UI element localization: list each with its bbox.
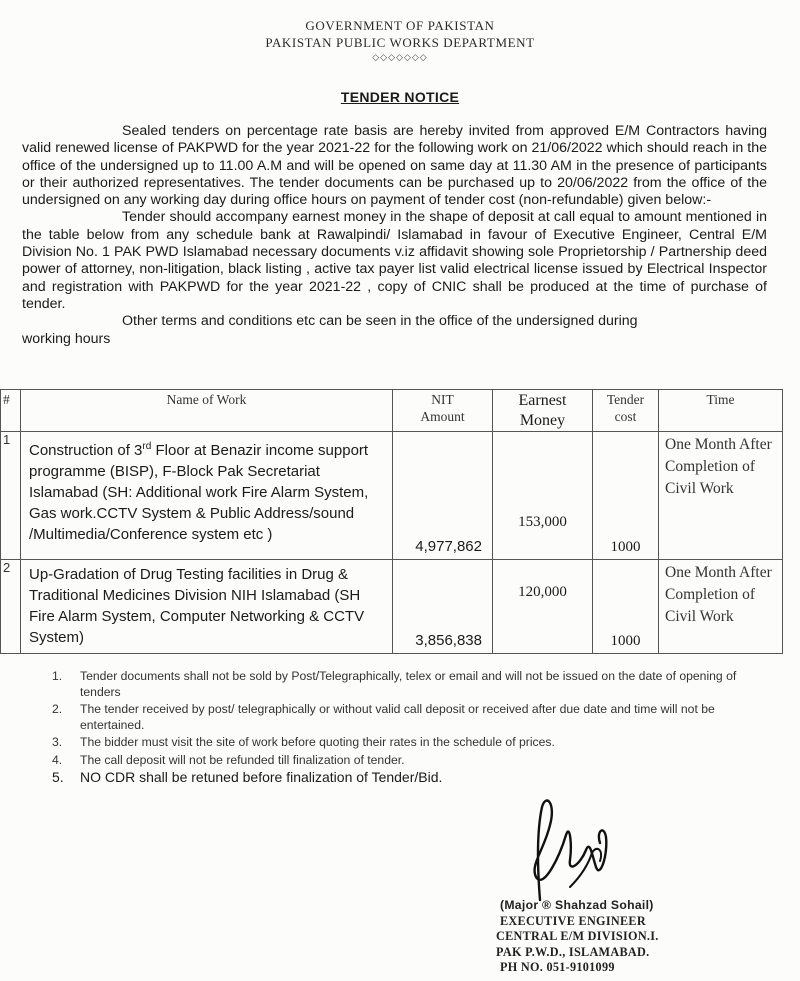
signatory-office: PAK P.W.D., ISLAMABAD. [496, 944, 650, 959]
header-name-of-work: Name of Work [21, 390, 393, 432]
list-item [52, 753, 774, 769]
note-text: The call deposit will not be refunded till finalization of tender. [80, 752, 405, 767]
list-item [52, 735, 774, 751]
decorative-ornament: ◇◇◇◇◇◇◇ [372, 52, 428, 62]
notes-list [52, 669, 774, 788]
signatory-designation: EXECUTIVE ENGINEER [500, 913, 646, 928]
header-cost-line2: cost [614, 409, 637, 424]
row-earnest-money [493, 560, 593, 654]
note-text: The bidder must visit the site of work before quoting their rates in the schedule of prices. [80, 735, 555, 749]
row-sno: 2 [1, 560, 21, 654]
header-tender-cost [593, 390, 659, 432]
note-text: The tender received by post/ telegraphically or without valid call deposit or received after due date and time will not be entertained. [80, 702, 715, 732]
note-text: NO CDR shall be retuned before finalization of Tender/Bid. [80, 769, 443, 785]
list-item [52, 770, 774, 786]
row-time: One Month After Completion of Civil Work [659, 432, 783, 560]
work-text-after: Floor at Benazir income support programme (BISP), F-Block Pak Secretariat Islamabad (SH: Additional work Fire Alarm System, Gas work.CCTV System & Public Address/sound /Multimedia/Conference system etc ) [29, 442, 369, 543]
list-item [52, 702, 774, 733]
row-sno: 1 [1, 432, 21, 560]
ordinal-suffix: rd [142, 441, 152, 452]
header-nit-line1: NIT [431, 392, 454, 407]
header-sno: # [1, 390, 21, 432]
department-name: PAKISTAN PUBLIC WORKS DEPARTMENT [265, 35, 535, 50]
government-name: GOVERNMENT OF PAKISTAN [305, 18, 495, 33]
row-earnest-value: 153,000 [518, 514, 567, 530]
header-earnest-line2: Money [519, 412, 566, 429]
row-nit-amount: 4,977,862 [393, 432, 493, 560]
handwritten-signature [500, 795, 800, 905]
note-number: 5. [52, 769, 64, 785]
header-cost-line1: Tender [606, 392, 645, 407]
tender-table [0, 389, 783, 654]
signatory-name: (Major ® Shahzad Sohail) [500, 898, 654, 912]
row-tender-cost: 1000 [593, 432, 659, 560]
header-nit-amount [393, 390, 493, 432]
signatory-block [496, 898, 706, 976]
header-nit-line2: Amount [420, 409, 465, 424]
notice-title: TENDER NOTICE [340, 89, 460, 105]
table-row [1, 432, 783, 560]
note-number: 2. [52, 702, 63, 716]
row-time: One Month After Completion of Civil Work [659, 560, 783, 654]
letterhead [0, 17, 800, 63]
header-earnest-line1: Earnest [518, 392, 567, 409]
note-number: 1. [52, 669, 63, 683]
list-item [52, 669, 774, 700]
row-work-name: Up-Gradation of Drug Testing facilities in Drug & Traditional Medicines Division NIH Islamabad (SH Fire Alarm System, Computer Networking & CCTV System) [21, 560, 393, 654]
row-nit-amount: 3,856,838 [393, 560, 493, 654]
paragraph-earnest-money: Tender should accompany earnest money in the shape of deposit at call equal to amount mentioned in the table below from any schedule bank at Rawalpindi/ Islamabad in favour of Executive Engineer, Central E/M Division No. 1 PAK PWD Islamabad necessary documents v.iz affidavit showing sole Proprietorship / Partnership deed power of attorney, non-litigation, black listing , active tax payer list valid electrical license issued by Electrical Inspector and registration with PAKPWD for the year 2021-22 , copy of CNIC shall be produced at the time of purchase of tender. [22, 209, 767, 312]
header-time: Time [659, 390, 783, 432]
paragraph-terms-tail: working hours [22, 330, 111, 347]
work-text-before: Construction of 3 [29, 442, 143, 459]
row-tender-cost: 1000 [593, 560, 659, 654]
header-earnest-money [493, 390, 593, 432]
paragraph-invitation: Sealed tenders on percentage rate basis are hereby invited from approved E/M Contractors having valid renewed license of PAKPWD for the year 2021-22 for the following work on 21/06/2022 which should reach in the office of the undersigned up to 11.00 A.M and will be opened on same day at 11.30 AM in the presence of participants or their authorized representatives. The tender documents can be purchased up to 20/06/2022 from the office of the undersigned on any working day during office hours on payment of tender cost (non-refundable) given below:- [22, 123, 767, 209]
row-earnest-money [493, 432, 593, 560]
note-number: 4. [52, 752, 63, 767]
note-number: 3. [52, 735, 63, 749]
table-header-row [1, 390, 783, 432]
notice-body [22, 123, 767, 348]
signatory-phone: PH NO. 051-9101099 [500, 960, 615, 974]
note-text: Tender documents shall not be sold by Post/Telegraphically, telex or email and will not be issued on the date of opening of tenders [80, 669, 737, 699]
signatory-division: CENTRAL E/M DIVISION.I. [496, 929, 659, 943]
paragraph-terms: Other terms and conditions etc can be seen in the office of the undersigned during [122, 313, 638, 330]
row-work-name [21, 432, 393, 560]
table-row [1, 560, 783, 654]
row-earnest-value: 120,000 [518, 584, 567, 600]
